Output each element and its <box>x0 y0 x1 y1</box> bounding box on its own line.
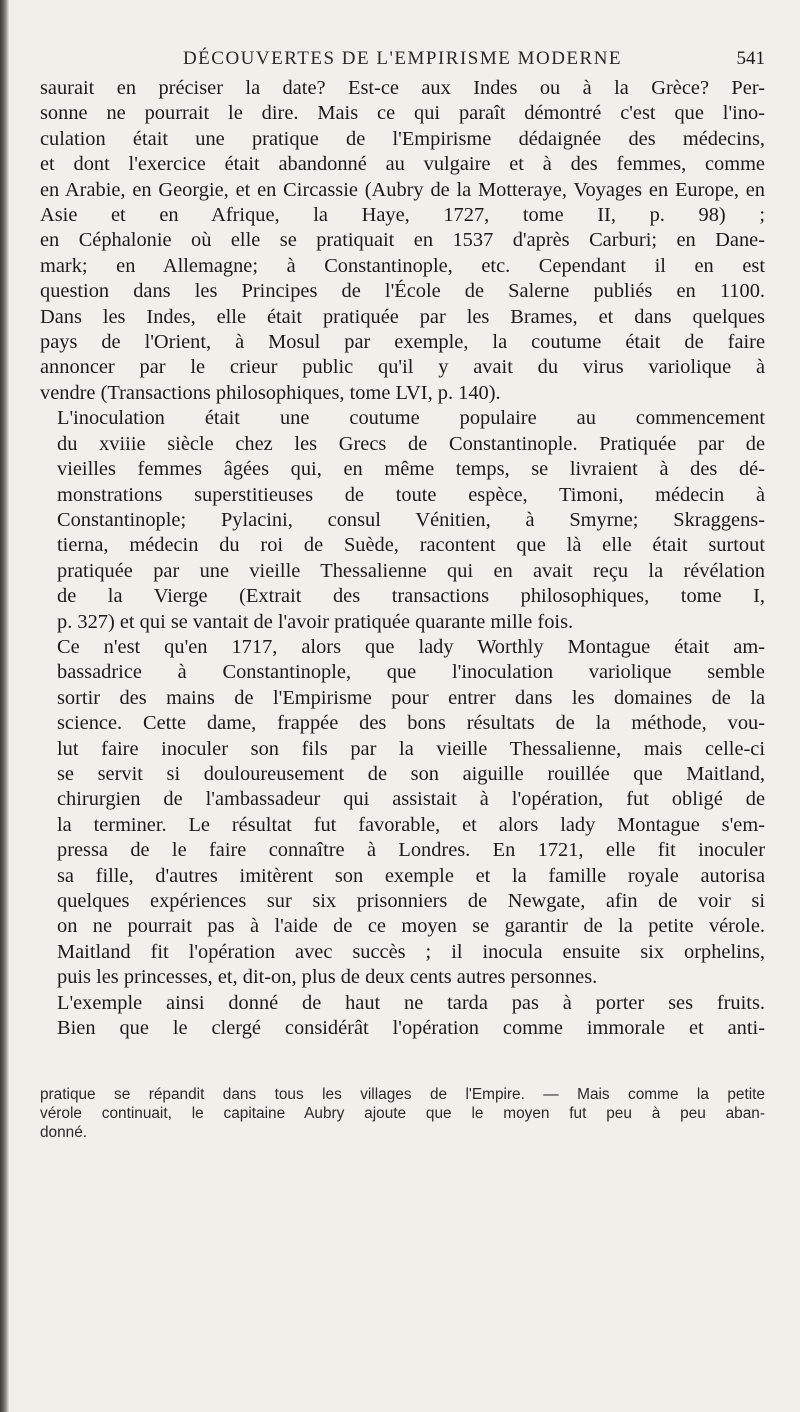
running-head <box>40 8 765 69</box>
text-line: question dans les Principes de l'École de Salerne publiés en 1100. <box>40 280 765 303</box>
text-line: Constantinople; Pylacini, consul Vénitien, à Smyrne; Skraggens- <box>57 508 765 531</box>
footnote-line: donné. <box>40 1124 88 1142</box>
text-line: L'inoculation était une coutume populaire au commencement <box>57 407 765 430</box>
text-line: la terminer. Le résultat fut favorable, et alors lady Montague s'em- <box>57 813 765 836</box>
paragraph-3 <box>40 635 765 991</box>
text-line: pratiquée par une vieille Thessalienne qui en avait reçu la révélation <box>57 559 765 582</box>
footnote-line: vérole continuait, le capitaine Aubry ajoute que le moyen fut peu à peu aban- <box>40 1105 765 1123</box>
text-line: monstrations superstitieuses de toute espèce, Timoni, médecin à <box>57 483 765 506</box>
text-line: du xviiie siècle chez les Grecs de Constantinople. Pratiquée par de <box>57 432 765 455</box>
text-line: on ne pourrait pas à l'aide de ce moyen se garantir de la petite vérole. <box>57 915 765 938</box>
text-line: Maitland fit l'opération avec succès ; il inocula ensuite six orphelins, <box>57 940 765 963</box>
text-line: Dans les Indes, elle était pratiquée par les Brames, et dans quelques <box>40 305 765 328</box>
paragraph-4 <box>40 991 765 1042</box>
text-line: culation était une pratique de l'Empirisme dédaignée des médecins, <box>40 127 765 150</box>
text-line: sa fille, d'autres imitèrent son exemple et la famille royale autorisa <box>57 864 765 887</box>
text-line: mark; en Allemagne; à Constantinople, etc. Cependant il en est <box>40 254 765 277</box>
text-line: pressa de le faire connaître à Londres. En 1721, elle fit inoculer <box>57 839 765 862</box>
text-line: L'exemple ainsi donné de haut ne tarda pas à porter ses fruits. <box>57 991 765 1014</box>
text-line: puis les princesses, et, dit-on, plus de deux cents autres personnes. <box>57 966 598 989</box>
text-line: p. 327) et qui se vantait de l'avoir pratiquée quarante mille fois. <box>57 610 574 633</box>
text-line: lut faire inoculer son fils par la vieille Thessalienne, mais celle-ci <box>57 737 765 760</box>
paragraph-1 <box>40 76 765 406</box>
text-line: annoncer par le crieur public qu'il y avait du virus variolique à <box>40 356 765 379</box>
text-line: vieilles femmes âgées qui, en même temps, se livraient à des dé- <box>57 458 765 481</box>
running-title: DÉCOUVERTES DE L'EMPIRISME MODERNE <box>182 48 623 69</box>
text-line: saurait en préciser la date? Est-ce aux Indes ou à la Grèce? Per- <box>40 77 765 99</box>
footnote <box>40 1085 765 1142</box>
text-line: et dont l'exercice était abandonné au vulgaire et à des femmes, comme <box>40 153 765 176</box>
text-line: tierna, médecin du roi de Suède, racontent que là elle était surtout <box>57 534 765 557</box>
body-text <box>40 76 765 1041</box>
book-binding-shadow <box>0 0 9 1412</box>
text-line: chirurgien de l'ambassadeur qui assistait à l'opération, fut obligé de <box>57 788 765 811</box>
text-line: en Arabie, en Georgie, et en Circassie (Aubry de la Motteraye, Voyages en Europe, en Asie et en Afrique, la Haye, 1727, tome II, p. 98) ; <box>40 178 765 227</box>
text-line: bassadrice à Constantinople, que l'inoculation variolique semble <box>57 661 765 684</box>
text-line: vendre (Transactions philosophiques, tome LVI, p. 140). <box>40 381 501 404</box>
text-line: pays de l'Orient, à Mosul par exemple, la coutume était de faire <box>40 331 765 354</box>
paragraph-2 <box>40 406 765 635</box>
book-page <box>40 8 765 1403</box>
text-line: sonne ne pourrait le dire. Mais ce qui paraît démontré c'est que l'ino- <box>40 102 765 125</box>
text-line: sortir des mains de l'Empirisme pour entrer dans les domaines de la <box>57 686 765 709</box>
text-line: Bien que le clergé considérât l'opération comme immorale et anti- <box>57 1017 765 1040</box>
footnote-line: pratique se répandit dans tous les villages de l'Empire. — Mais comme la petite <box>40 1086 765 1104</box>
page-number: 541 <box>736 48 765 69</box>
text-line: quelques expériences sur six prisonniers de Newgate, afin de voir si <box>57 890 765 912</box>
text-line: se servit si douloureusement de son aiguille rouillée que Maitland, <box>57 762 765 785</box>
text-line: science. Cette dame, frappée des bons résultats de la méthode, vou- <box>57 712 765 735</box>
text-line: de la Vierge (Extrait des transactions philosophiques, tome I, <box>57 585 765 608</box>
text-line: Ce n'est qu'en 1717, alors que lady Worthly Montague était am- <box>57 635 765 658</box>
text-line: en Céphalonie où elle se pratiquait en 1537 d'après Carburi; en Dane- <box>40 229 765 252</box>
